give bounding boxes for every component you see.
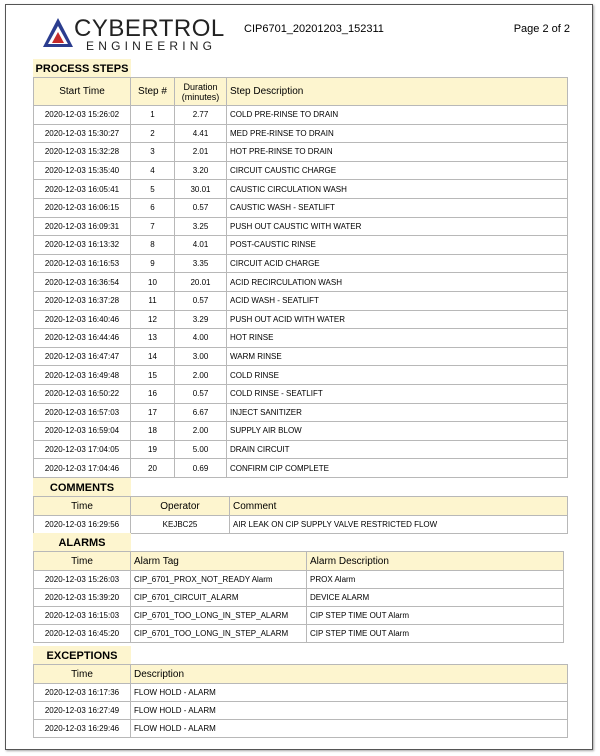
exception-time-cell: 2020-12-03 16:29:46 [34, 720, 131, 738]
start-time-cell: 2020-12-03 16:36:54 [34, 273, 131, 292]
table-row [34, 329, 568, 348]
start-time-cell: 2020-12-03 16:40:46 [34, 310, 131, 329]
report-page [5, 4, 593, 750]
comment-time-cell: 2020-12-03 16:29:56 [34, 516, 131, 534]
start-time-cell: 2020-12-03 16:49:48 [34, 366, 131, 385]
alarm-time-cell: 2020-12-03 16:15:03 [34, 607, 131, 625]
exceptions-table [33, 664, 568, 738]
step-number-cell: 18 [131, 422, 175, 441]
comments-table [33, 496, 568, 534]
duration-cell: 2.77 [175, 106, 227, 125]
col-duration: Duration (minutes) [175, 78, 227, 106]
step-description-cell: MED PRE-RINSE TO DRAIN [227, 124, 568, 143]
step-description-cell: CIRCUIT ACID CHARGE [227, 254, 568, 273]
start-time-cell: 2020-12-03 16:59:04 [34, 422, 131, 441]
step-description-cell: COLD PRE-RINSE TO DRAIN [227, 106, 568, 125]
step-description-cell: CIRCUIT CAUSTIC CHARGE [227, 161, 568, 180]
col-operator: Operator [131, 497, 230, 516]
alarm-description-cell: CIP STEP TIME OUT Alarm [307, 625, 564, 643]
step-number-cell: 14 [131, 347, 175, 366]
start-time-cell: 2020-12-03 15:35:40 [34, 161, 131, 180]
duration-cell: 4.00 [175, 329, 227, 348]
step-description-cell: SUPPLY AIR BLOW [227, 422, 568, 441]
step-description-cell: COLD RINSE [227, 366, 568, 385]
step-description-cell: CAUSTIC WASH - SEATLIFT [227, 198, 568, 217]
step-description-cell: HOT PRE-RINSE TO DRAIN [227, 143, 568, 162]
step-description-cell: PUSH OUT CAUSTIC WITH WATER [227, 217, 568, 236]
alarm-description-cell: CIP STEP TIME OUT Alarm [307, 607, 564, 625]
table-row [34, 236, 568, 255]
duration-cell: 2.01 [175, 143, 227, 162]
table-row [34, 403, 568, 422]
step-description-cell: POST-CAUSTIC RINSE [227, 236, 568, 255]
duration-cell: 3.20 [175, 161, 227, 180]
start-time-cell: 2020-12-03 16:57:03 [34, 403, 131, 422]
step-number-cell: 8 [131, 236, 175, 255]
duration-cell: 0.57 [175, 198, 227, 217]
alarms-title: ALARMS [33, 533, 131, 552]
step-number-cell: 7 [131, 217, 175, 236]
duration-cell: 0.57 [175, 291, 227, 310]
step-number-cell: 16 [131, 384, 175, 403]
comment-cell: AIR LEAK ON CIP SUPPLY VALVE RESTRICTED FLOW [230, 516, 568, 534]
logo-triangle-icon [42, 17, 74, 49]
alarms-table [33, 551, 564, 643]
duration-cell: 30.01 [175, 180, 227, 199]
start-time-cell: 2020-12-03 15:26:02 [34, 106, 131, 125]
process-steps-header-row [34, 78, 568, 106]
table-row [34, 702, 568, 720]
step-number-cell: 11 [131, 291, 175, 310]
table-row [34, 198, 568, 217]
alarm-tag-cell: CIP_6701_TOO_LONG_IN_STEP_ALARM [131, 625, 307, 643]
duration-cell: 3.35 [175, 254, 227, 273]
table-row [34, 291, 568, 310]
table-row [34, 459, 568, 478]
col-alarm-tag: Alarm Tag [131, 552, 307, 571]
report-header [6, 5, 594, 57]
step-number-cell: 10 [131, 273, 175, 292]
table-row [34, 684, 568, 702]
alarms-header-row [34, 552, 564, 571]
table-row [34, 440, 568, 459]
alarm-tag-cell: CIP_6701_PROX_NOT_READY Alarm [131, 571, 307, 589]
duration-cell: 0.69 [175, 459, 227, 478]
logo-subtitle: ENGINEERING [86, 39, 217, 53]
step-number-cell: 20 [131, 459, 175, 478]
alarm-description-cell: DEVICE ALARM [307, 589, 564, 607]
step-description-cell: CAUSTIC CIRCULATION WASH [227, 180, 568, 199]
alarm-time-cell: 2020-12-03 15:26:03 [34, 571, 131, 589]
step-description-cell: WARM RINSE [227, 347, 568, 366]
table-row [34, 516, 568, 534]
step-number-cell: 15 [131, 366, 175, 385]
col-step-description: Step Description [227, 78, 568, 106]
start-time-cell: 2020-12-03 16:44:46 [34, 329, 131, 348]
col-start-time: Start Time [34, 78, 131, 106]
start-time-cell: 2020-12-03 16:06:15 [34, 198, 131, 217]
table-row [34, 161, 568, 180]
exception-time-cell: 2020-12-03 16:17:36 [34, 684, 131, 702]
alarm-description-cell: PROX Alarm [307, 571, 564, 589]
table-row [34, 366, 568, 385]
step-number-cell: 3 [131, 143, 175, 162]
alarm-tag-cell: CIP_6701_CIRCUIT_ALARM [131, 589, 307, 607]
comments-title: COMMENTS [33, 478, 131, 497]
exception-time-cell: 2020-12-03 16:27:49 [34, 702, 131, 720]
start-time-cell: 2020-12-03 16:50:22 [34, 384, 131, 403]
duration-cell: 2.00 [175, 422, 227, 441]
duration-cell: 6.67 [175, 403, 227, 422]
operator-cell: KEJBC25 [131, 516, 230, 534]
start-time-cell: 2020-12-03 17:04:05 [34, 440, 131, 459]
step-description-cell: HOT RINSE [227, 329, 568, 348]
duration-cell: 4.41 [175, 124, 227, 143]
table-row [34, 217, 568, 236]
step-description-cell: ACID WASH - SEATLIFT [227, 291, 568, 310]
table-row [34, 106, 568, 125]
duration-cell: 3.00 [175, 347, 227, 366]
step-number-cell: 12 [131, 310, 175, 329]
duration-cell: 3.29 [175, 310, 227, 329]
duration-cell: 20.01 [175, 273, 227, 292]
step-description-cell: CONFIRM CIP COMPLETE [227, 459, 568, 478]
step-number-cell: 19 [131, 440, 175, 459]
page-number: Page 2 of 2 [513, 23, 570, 35]
col-exception-time: Time [34, 665, 131, 684]
exception-description-cell: FLOW HOLD - ALARM [131, 720, 568, 738]
exception-description-cell: FLOW HOLD - ALARM [131, 684, 568, 702]
table-row [34, 254, 568, 273]
table-row [34, 589, 564, 607]
step-description-cell: PUSH OUT ACID WITH WATER [227, 310, 568, 329]
step-description-cell: COLD RINSE - SEATLIFT [227, 384, 568, 403]
alarm-tag-cell: CIP_6701_TOO_LONG_IN_STEP_ALARM [131, 607, 307, 625]
table-row [34, 180, 568, 199]
table-row [34, 124, 568, 143]
table-row [34, 347, 568, 366]
step-number-cell: 5 [131, 180, 175, 199]
exceptions-title: EXCEPTIONS [33, 646, 131, 665]
alarm-time-cell: 2020-12-03 15:39:20 [34, 589, 131, 607]
table-row [34, 720, 568, 738]
report-id: CIP6701_20201203_152311 [244, 23, 384, 35]
step-description-cell: INJECT SANITIZER [227, 403, 568, 422]
start-time-cell: 2020-12-03 15:30:27 [34, 124, 131, 143]
col-alarm-description: Alarm Description [307, 552, 564, 571]
process-steps-title: PROCESS STEPS [33, 59, 131, 78]
table-row [34, 422, 568, 441]
start-time-cell: 2020-12-03 16:16:53 [34, 254, 131, 273]
step-number-cell: 6 [131, 198, 175, 217]
step-number-cell: 2 [131, 124, 175, 143]
exceptions-header-row [34, 665, 568, 684]
start-time-cell: 2020-12-03 15:32:28 [34, 143, 131, 162]
col-comment: Comment [230, 497, 568, 516]
start-time-cell: 2020-12-03 16:09:31 [34, 217, 131, 236]
duration-cell: 5.00 [175, 440, 227, 459]
step-description-cell: DRAIN CIRCUIT [227, 440, 568, 459]
step-number-cell: 9 [131, 254, 175, 273]
table-row [34, 625, 564, 643]
col-comment-time: Time [34, 497, 131, 516]
step-number-cell: 17 [131, 403, 175, 422]
table-row [34, 310, 568, 329]
start-time-cell: 2020-12-03 16:47:47 [34, 347, 131, 366]
duration-cell: 3.25 [175, 217, 227, 236]
alarm-time-cell: 2020-12-03 16:45:20 [34, 625, 131, 643]
start-time-cell: 2020-12-03 16:37:28 [34, 291, 131, 310]
table-row [34, 273, 568, 292]
col-alarm-time: Time [34, 552, 131, 571]
duration-cell: 0.57 [175, 384, 227, 403]
step-number-cell: 1 [131, 106, 175, 125]
comments-header-row [34, 497, 568, 516]
process-steps-table [33, 77, 568, 478]
step-number-cell: 4 [131, 161, 175, 180]
logo-name: CYBERTROL [74, 15, 225, 42]
duration-cell: 2.00 [175, 366, 227, 385]
step-number-cell: 13 [131, 329, 175, 348]
col-exception-description: Description [131, 665, 568, 684]
table-row [34, 607, 564, 625]
start-time-cell: 2020-12-03 17:04:46 [34, 459, 131, 478]
start-time-cell: 2020-12-03 16:05:41 [34, 180, 131, 199]
col-step-number: Step # [131, 78, 175, 106]
exception-description-cell: FLOW HOLD - ALARM [131, 702, 568, 720]
company-logo [42, 15, 225, 53]
start-time-cell: 2020-12-03 16:13:32 [34, 236, 131, 255]
duration-cell: 4.01 [175, 236, 227, 255]
step-description-cell: ACID RECIRCULATION WASH [227, 273, 568, 292]
table-row [34, 143, 568, 162]
table-row [34, 384, 568, 403]
table-row [34, 571, 564, 589]
